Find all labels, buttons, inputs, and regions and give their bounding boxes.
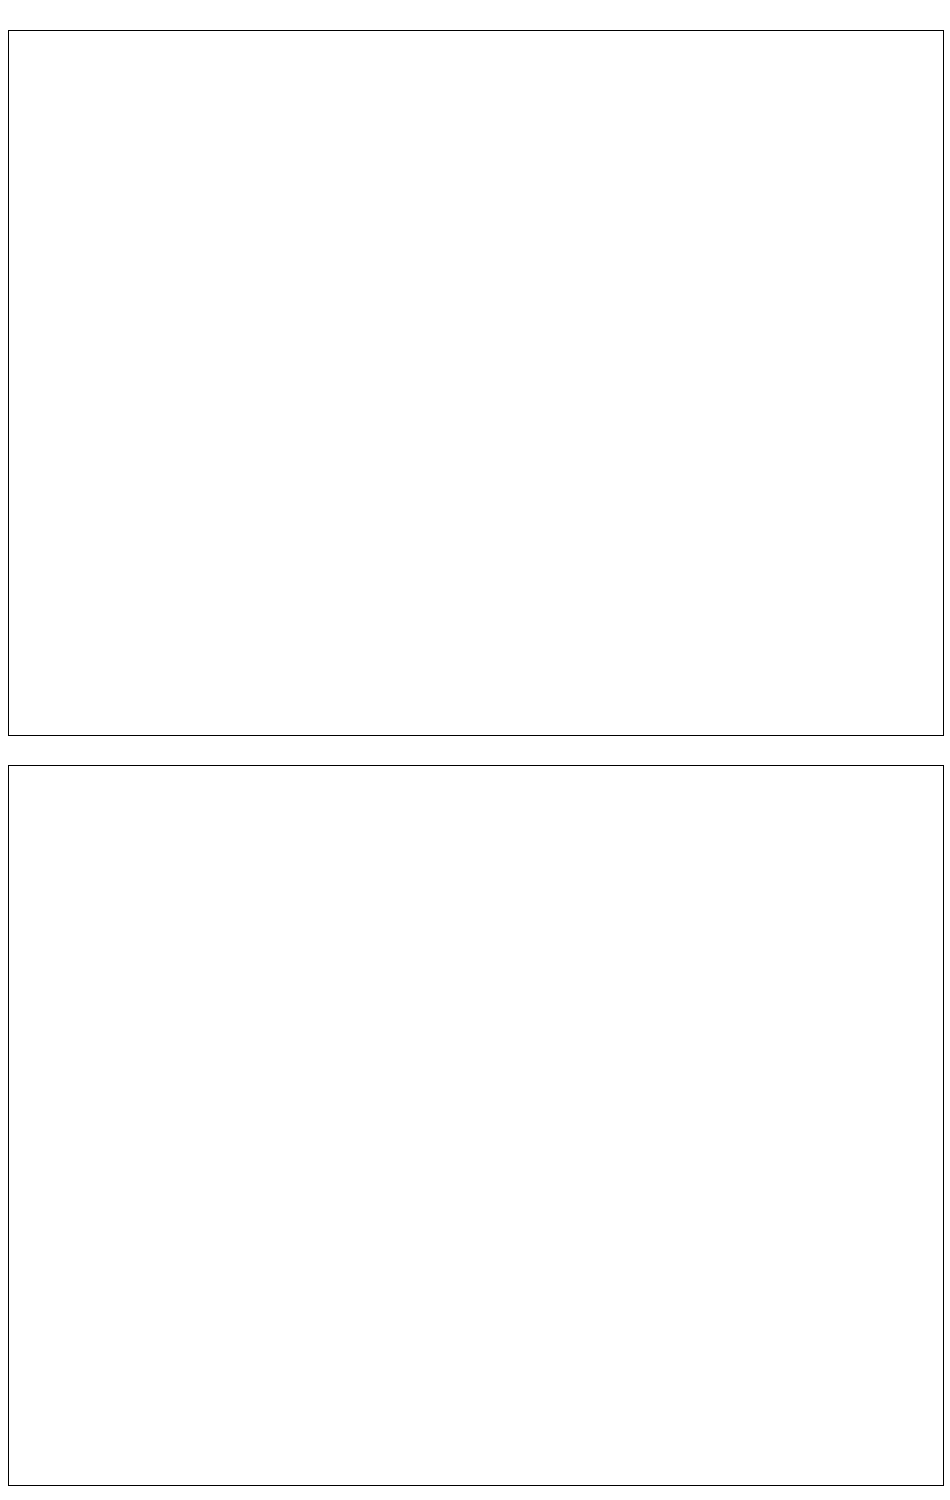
map-canvas-conjugate — [9, 766, 943, 1485]
map-panel-down — [8, 30, 944, 736]
map-canvas-down — [9, 31, 943, 735]
map-panel-conjugate — [8, 765, 944, 1486]
